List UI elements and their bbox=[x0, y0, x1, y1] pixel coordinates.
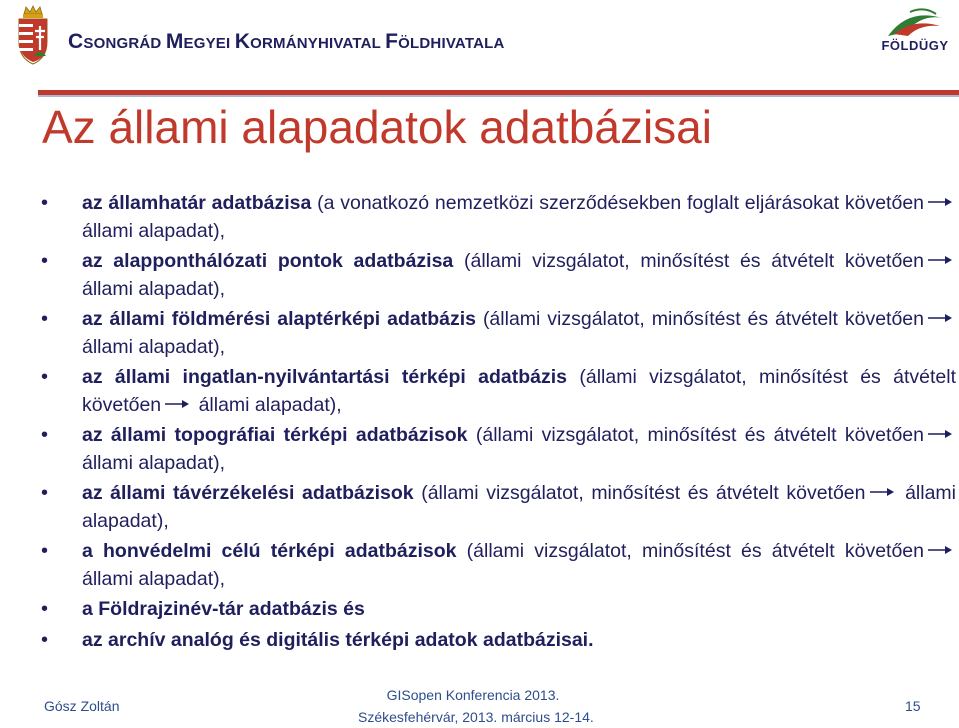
list-item bbox=[38, 596, 956, 624]
item-text: (állami vizsgálatot, minősítést és átvételt követően bbox=[456, 540, 924, 562]
page-title: Az állami alapadatok adatbázisai bbox=[42, 101, 712, 153]
header-word: FÖLDHIVATALA bbox=[385, 30, 505, 53]
footer-conference-block bbox=[358, 684, 594, 728]
header-word: KORMÁNYHIVATAL bbox=[234, 30, 386, 53]
item-text: (a vonatkozó nemzetközi szerződésekben foglalt eljárásokat követően bbox=[311, 192, 925, 214]
footer-date: Székesfehérvár, 2013. március 12-14. bbox=[358, 709, 594, 725]
item-after: állami alapadat), bbox=[82, 219, 226, 242]
item-bold: az állami földmérési alaptérképi adatbázis bbox=[82, 308, 477, 330]
list-item bbox=[38, 248, 956, 303]
item-text: (állami vizsgálatot, minősítést és átvételt követően bbox=[476, 308, 924, 330]
item-text: (állami vizsgálatot, minősítést és átvételt követően bbox=[467, 424, 924, 446]
item-after: állami alapadat), bbox=[82, 335, 226, 358]
list-item bbox=[38, 190, 956, 245]
footer-author: Gósz Zoltán bbox=[44, 698, 120, 714]
item-bold: az állami távérzékelési adatbázisok bbox=[82, 482, 414, 504]
arrow-right-icon bbox=[927, 544, 953, 556]
arrow-right-icon bbox=[927, 312, 953, 324]
item-bold: az archív analóg és digitális térképi adatok adatbázisai. bbox=[82, 628, 594, 651]
item-text: (állami vizsgálatot, minősítést és átvételt követően bbox=[413, 482, 866, 504]
arrow-right-icon bbox=[869, 486, 895, 498]
item-bold: az állami ingatlan-nyilvántartási térképi adatbázis bbox=[82, 366, 568, 388]
item-bold: az állami topográfiai térképi adatbázisok bbox=[82, 424, 468, 446]
item-text: (állami vizsgálatot, minősítést és átvételt követően bbox=[82, 366, 957, 416]
item-bold: a honvédelmi célú térképi adatbázisok bbox=[82, 540, 457, 562]
header-word: MEGYEI bbox=[165, 30, 235, 53]
page-number: 15 bbox=[905, 698, 921, 714]
list-item bbox=[38, 480, 956, 535]
item-after: állami alapadat), bbox=[82, 277, 226, 300]
item-bold: az alapponthálózati pontok adatbázisa bbox=[82, 250, 454, 272]
item-after: állami alapadat), bbox=[193, 393, 342, 416]
arrow-right-icon bbox=[927, 428, 953, 440]
arrow-right-icon bbox=[927, 196, 953, 208]
item-after: állami alapadat), bbox=[82, 451, 226, 474]
coat-of-arms-icon bbox=[14, 4, 52, 66]
logo-text: FÖLDÜGY bbox=[881, 38, 949, 53]
header-word: CSONGRÁD bbox=[68, 30, 166, 53]
bullet-list bbox=[38, 190, 956, 657]
item-bold: a Földrajzinév-tár adatbázis és bbox=[82, 598, 365, 620]
arrow-right-icon bbox=[164, 398, 190, 410]
arrow-right-icon bbox=[927, 254, 953, 266]
list-item bbox=[38, 306, 956, 361]
list-item bbox=[38, 364, 956, 419]
title-band bbox=[38, 95, 959, 97]
header-title bbox=[68, 30, 505, 54]
item-text: (állami vizsgálatot, minősítést és átvételt követően bbox=[453, 250, 924, 272]
list-item bbox=[38, 627, 956, 655]
list-item bbox=[38, 422, 956, 477]
footer-conference: GISopen Konferencia 2013. bbox=[386, 687, 560, 703]
list-item bbox=[38, 538, 956, 593]
item-after: állami alapadat), bbox=[82, 567, 226, 590]
item-after: állami alapadat), bbox=[82, 482, 956, 532]
item-bold: az államhatár adatbázisa bbox=[82, 192, 312, 214]
